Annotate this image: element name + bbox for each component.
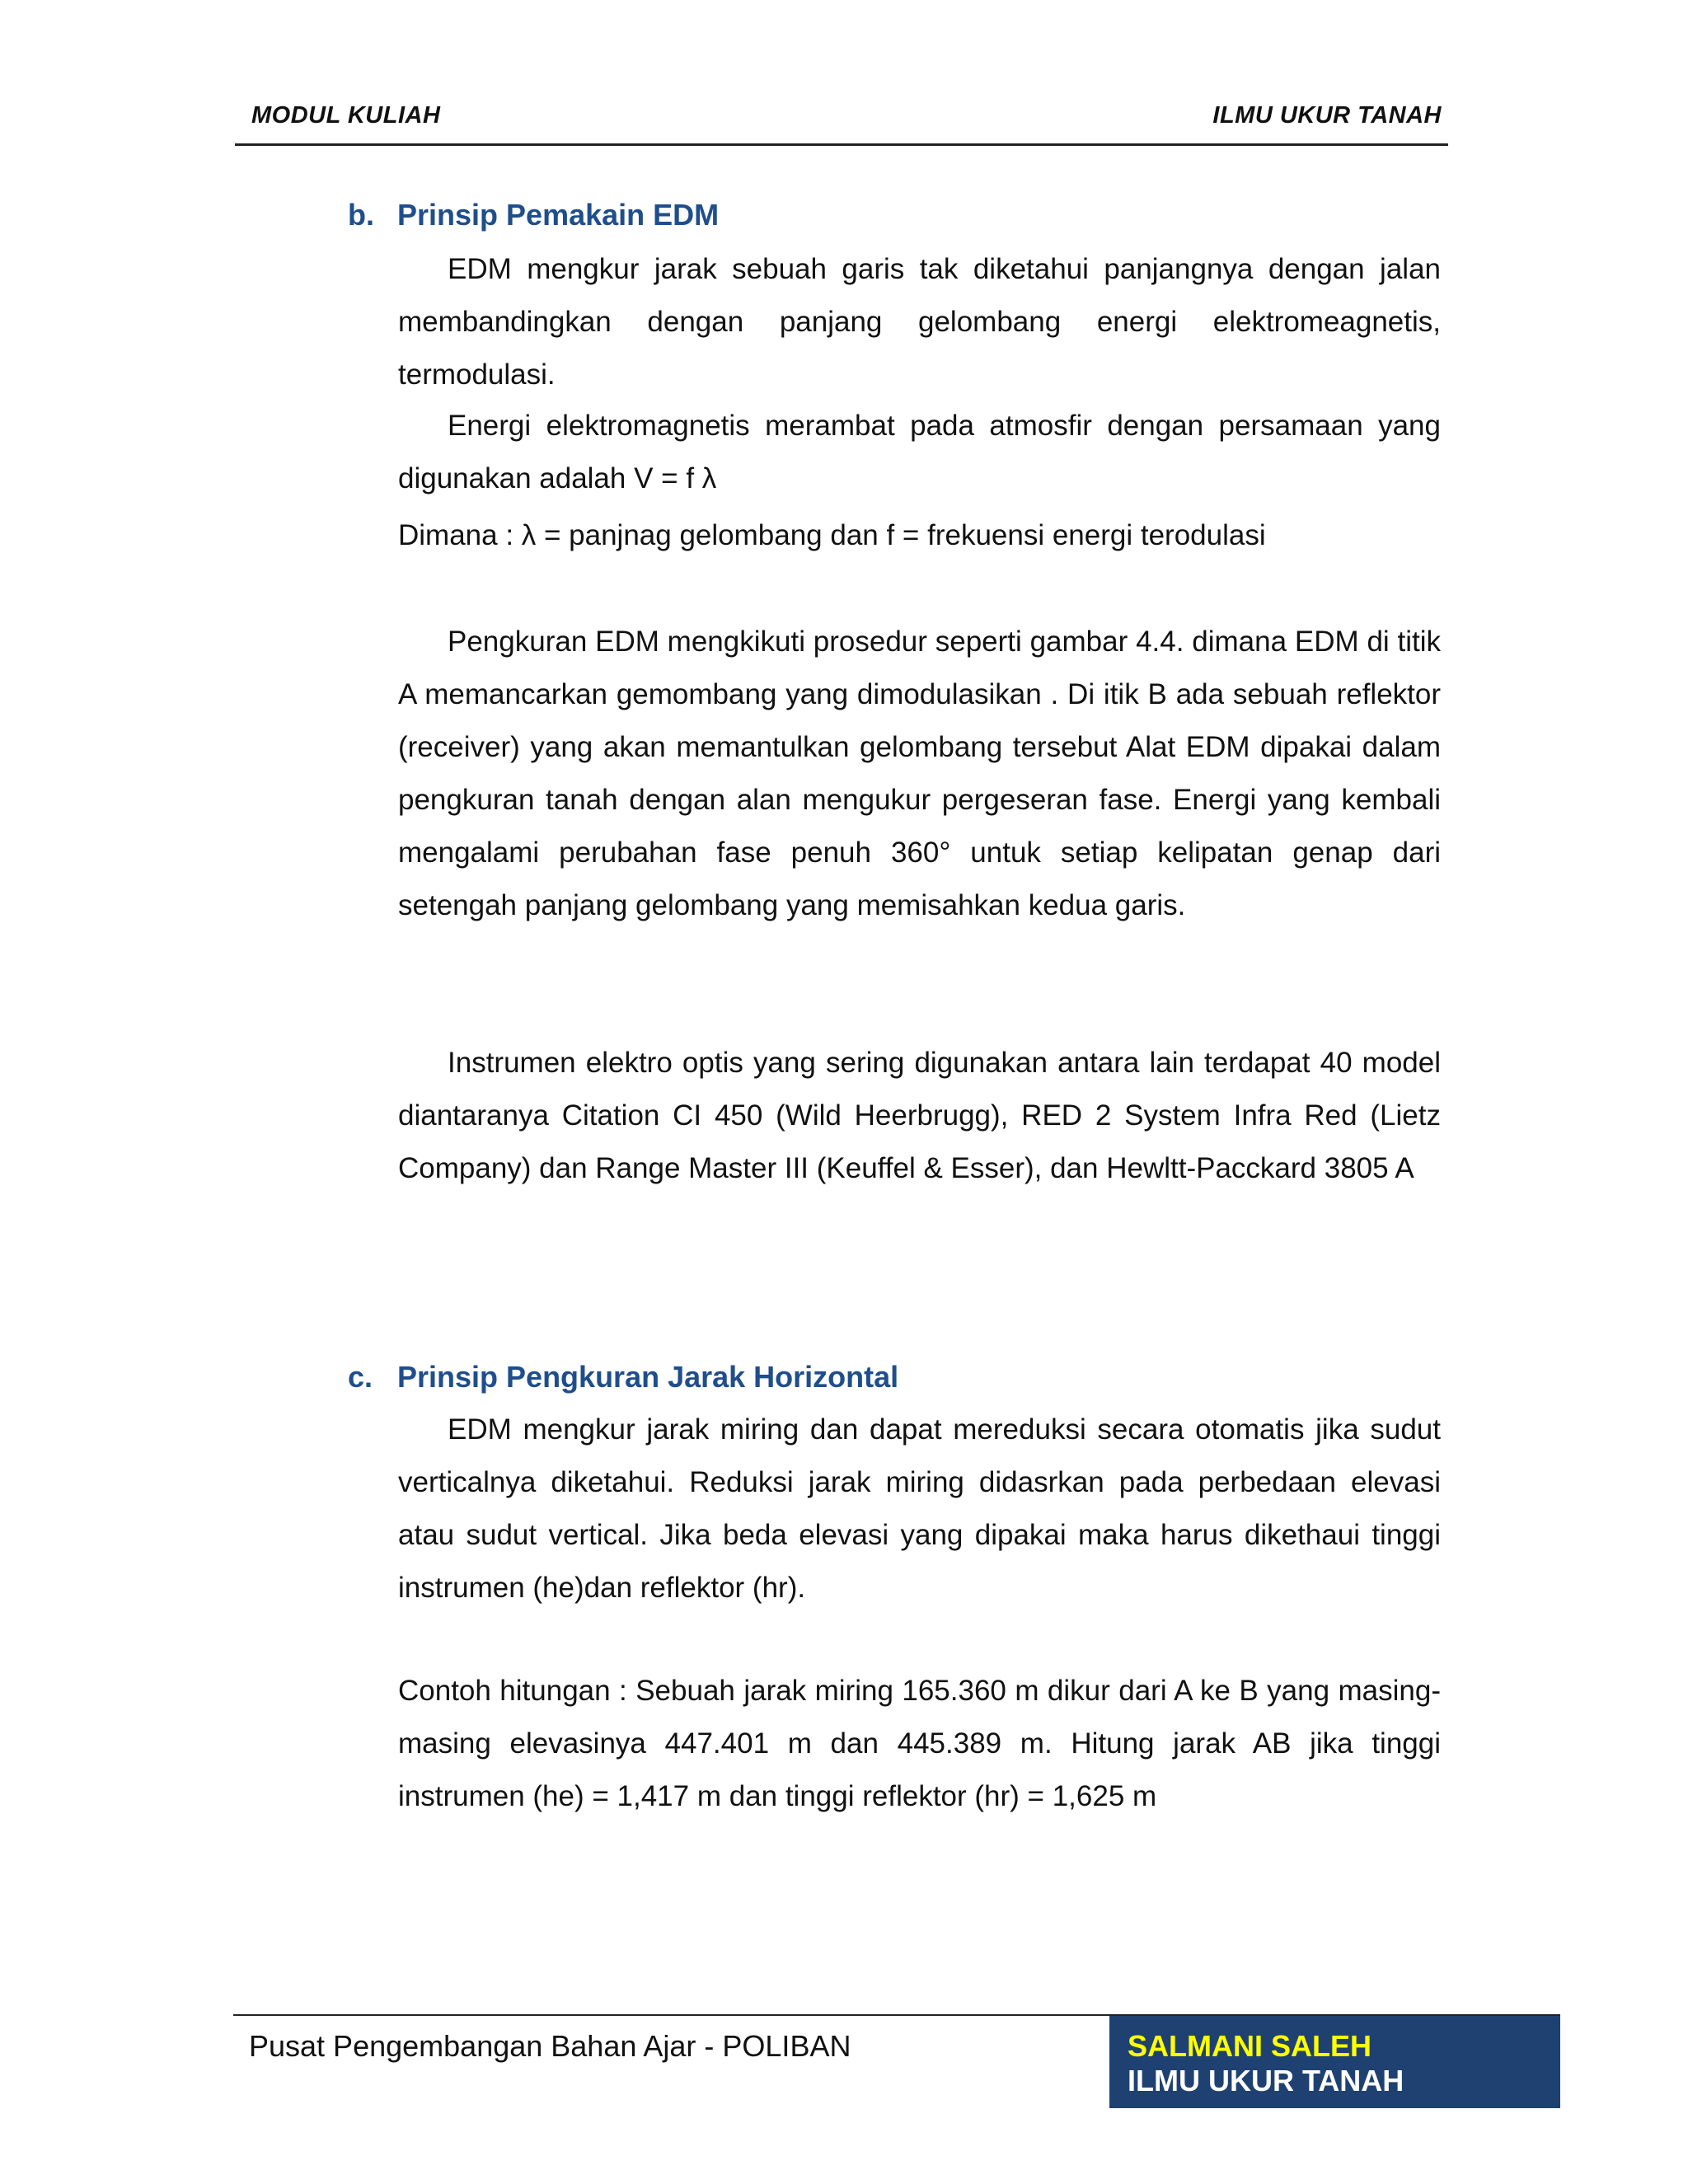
section-c-paragraph-1: EDM mengkur jarak miring dan dapat mereduksi secara otomatis jika sudut verticalnya diketahui. Reduksi jarak miring didasrkan pada perbedaan elevasi atau sudut vertical. Jika beda elevasi yang dipakai maka harus dikethaui tinggi instrumen (he)dan reflektor (hr). xyxy=(398,1413,1441,1604)
section-b-paragraph-3: Pengkuran EDM mengkikuti prosedur seperti gambar 4.4. dimana EDM di titik A memancarkan gemombang yang dimodulasikan . Di itik B ada sebuah reflektor (receiver) yang akan memantulkan gelombang tersebut Alat EDM dipakai dalam pengkuran tanah dengan alan mengukur pergeseran fase. Energi yang kembali mengalami perubahan fase penuh 360° untuk setiap kelipatan genap dari setengah panjang gelombang yang memisahkan kedua garis. xyxy=(398,626,1441,921)
header-course-title: ILMU UKUR TANAH xyxy=(1212,102,1442,129)
footer-institution: Pusat Pengembangan Bahan Ajar - POLIBAN xyxy=(249,2029,851,2063)
footer-course-name: ILMU UKUR TANAH xyxy=(1128,2064,1404,2097)
footer-author-name: SALMANI SALEH xyxy=(1128,2029,1372,2063)
section-c-title: Prinsip Pengkuran Jarak Horizontal xyxy=(397,1360,899,1394)
header-module-label: MODUL KULIAH xyxy=(251,102,441,129)
section-b-paragraph-4: Instrumen elektro optis yang sering digunakan antara lain terdapat 40 model diantaranya Citation CI 450 (Wild Heerbrugg), RED 2 System Infra Red (Lietz Company) dan Range Master III (Keuffel & Esser), dan Hewltt-Pacckard 3805 A xyxy=(398,1047,1441,1184)
section-b-marker: b. xyxy=(348,198,374,232)
section-c-heading xyxy=(348,1360,898,1394)
section-b-paragraph-2: Energi elektromagnetis merambat pada atmosfir dengan persamaan yang digunakan adalah V = f λ xyxy=(398,410,1441,494)
section-c-marker: c. xyxy=(348,1360,373,1394)
section-c-example: Contoh hitungan : Sebuah jarak miring 165.360 m dikur dari A ke B yang masing-masing elevasinya 447.401 m dan 445.389 m. Hitung jarak AB jika tinggi instrumen (he) = 1,417 m dan tinggi reflektor (hr) = 1,625 m xyxy=(398,1675,1441,1812)
section-b-dimana-line: Dimana : λ = panjnag gelombang dan f = frekuensi energi terodulasi xyxy=(398,519,1266,551)
section-b-title: Prinsip Pemakain EDM xyxy=(397,198,720,232)
section-b-heading xyxy=(348,198,719,232)
footer-author-box xyxy=(1109,2016,1560,2108)
section-b-paragraph-1: EDM mengkur jarak sebuah garis tak diketahui panjangnya dengan jalan membandingkan dengan panjang gelombang energi elektromeagnetis, termodulasi. xyxy=(398,253,1441,391)
page-header xyxy=(235,97,1448,146)
